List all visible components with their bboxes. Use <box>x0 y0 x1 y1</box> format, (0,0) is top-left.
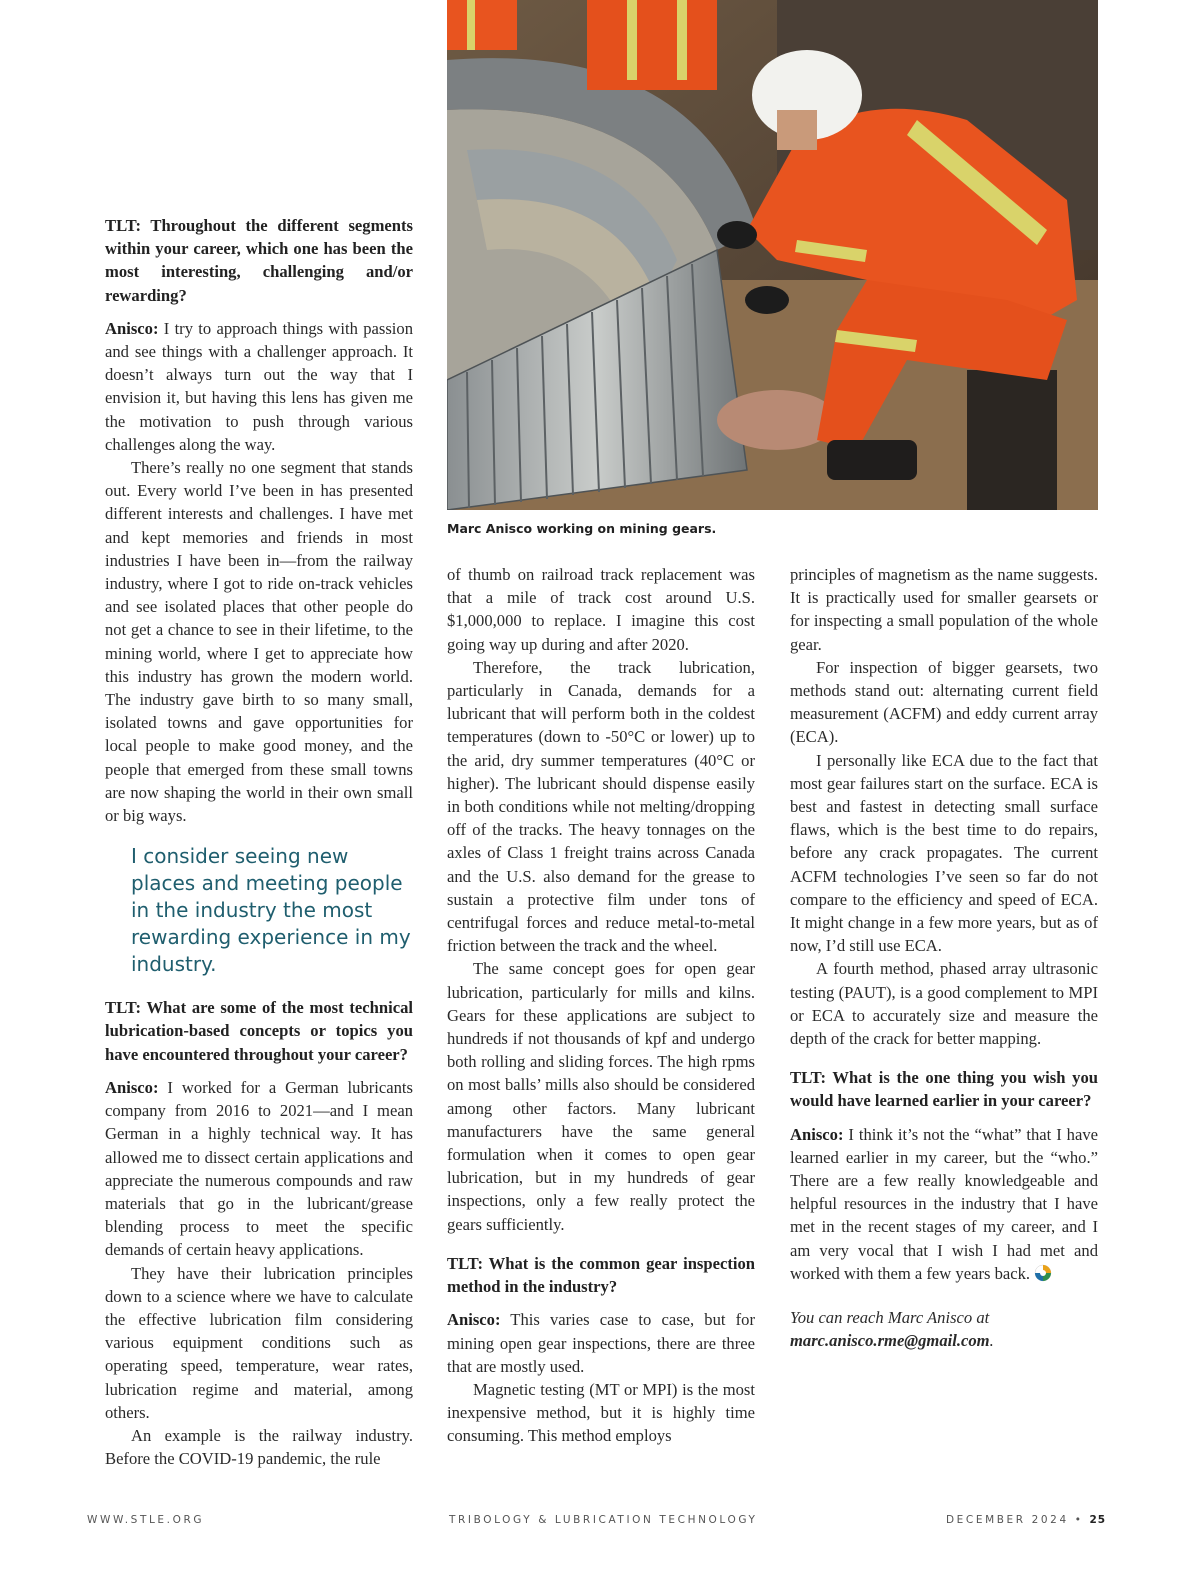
paragraph: Therefore, the track lubrication, particularly in Canada, demands for a lubricant that will perform both in the coldest temperatures (down to -50°C or lower) up to the arid, dry summer temperatures (40°C or higher). The lubricant should dispense easily in both conditions while not melting/dropping off of the tracks. The heavy tonnages on the axles of Class 1 freight trains across Canada and the U.S. also demand for the grease to sustain a protective film under tons of centrifugal forces and reduce metal-to-metal friction between the track and the wheel. <box>447 657 755 956</box>
answer-4 <box>790 1123 1098 1288</box>
answer-text: I worked for a German lubricants company from 2016 to 2021—and I mean German in a highly technical way. It has allowed me to dissect certain applications and appreciate the numerous compounds and raw materials that go in the lubricant/grease blending process to meet the specific demands of certain heavy applications. <box>105 1077 413 1260</box>
paragraph: They have their lubrication principles down to a science where we have to calculate the effective lubrication film considering various equipment conditions such as operating speed, temperature, wear rates, lubrication regime and material, among others. <box>105 1263 413 1422</box>
question-text: What is the one thing you wish you would have learned earlier in your career? <box>790 1068 1098 1111</box>
tlt-label: TLT: <box>790 1068 826 1088</box>
paragraph: The same concept goes for open gear lubrication, particularly for mills and kilns. Gears for these applications are subject to hundreds if not thousands of kpf and undergo both rolling and sliding forces. The high rpms on most balls’ mills also should be considered among other factors. Many lubricant manufacturers have the same general formulation when it comes to open gear lubrication, but in my hundreds of gear inspections, only a few really protect the gears sufficiently. <box>447 959 755 1234</box>
question-2 <box>105 996 413 1066</box>
stle-end-mark-icon <box>1034 1264 1052 1288</box>
photo-illustration <box>447 0 1098 510</box>
answer-text: I try to approach things with passion and see things with a challenger approach. It doesn’t always turn out the way that I envision it, but having this lens has given me the motivation to push through various challenges along the way. <box>105 318 413 454</box>
footer-publication: TRIBOLOGY & LUBRICATION TECHNOLOGY <box>449 1514 758 1526</box>
column-3 <box>790 563 1098 1353</box>
question-text: What is the common gear inspection method in the industry? <box>447 1253 755 1297</box>
column-1 <box>105 214 413 1470</box>
pull-quote: I consider seeing new places and meeting people in the industry the most rewarding experience in my industry. <box>131 844 411 977</box>
anisco-label: Anisco: <box>447 1310 501 1330</box>
footer-date: DECEMBER 2024 <box>946 1514 1069 1526</box>
contact-suffix: . <box>989 1331 994 1351</box>
mining-gear-photo <box>447 0 1098 510</box>
question-1 <box>105 214 413 307</box>
answer-1 <box>105 317 413 456</box>
paragraph: I personally like ECA due to the fact that most gear failures start on the surface. ECA is best and fastest in detecting small surface flaws, which is the best time to do repairs, before any crack propagates. The current ACFM technologies I’ve seen so far do not compare to the efficiency and speed of ECA. It might change in a few more years, but as of now, I’d still use ECA. <box>790 750 1098 956</box>
answer-text: This varies case to case, but for mining open gear inspections, there are three that are mostly used. <box>447 1310 755 1376</box>
contact-line <box>790 1306 1098 1352</box>
tlt-label: TLT: <box>105 216 141 235</box>
footer-separator: • <box>1074 1514 1084 1526</box>
answer-2 <box>105 1076 413 1262</box>
anisco-label: Anisco: <box>790 1124 844 1144</box>
paragraph: Magnetic testing (MT or MPI) is the most inexpensive method, but it is highly time consuming. This method employs <box>447 1379 755 1446</box>
footer-website[interactable]: WWW.STLE.ORG <box>87 1514 205 1526</box>
question-3 <box>447 1252 755 1298</box>
question-text: What are some of the most technical lubrication-based concepts or topics you have encountered throughout your career? <box>105 998 413 1064</box>
paragraph: An example is the railway industry. Before the COVID-19 pandemic, the rule <box>105 1425 413 1469</box>
page-number: 25 <box>1089 1514 1107 1526</box>
paragraph: principles of magnetism as the name suggests. It is practically used for smaller gearsets or for inspecting a small population of the whole gear. <box>790 565 1098 654</box>
tlt-label: TLT: <box>447 1253 483 1273</box>
anisco-label: Anisco: <box>105 1077 159 1097</box>
tlt-label: TLT: <box>105 998 141 1018</box>
answer-3 <box>447 1308 755 1378</box>
paragraph: There’s really no one segment that stands out. Every world I’ve been in has presented different interests and challenges. I have met and kept memories and friends in most industries I have been in—from the railway industry, where I got to ride on-track vehicles and see isolated places that other people do not get a chance to see in their lifetime, to the mining world, where I get to appreciate how this industry has grown the modern world. The industry gave birth to so many small, isolated towns and gave opportunities for local people to make good money, and the people that emerged from these small towns are now shaping the world in their own small or big ways. <box>105 458 413 826</box>
paragraph: For inspection of bigger gearsets, two methods stand out: alternating current field measurement (ACFM) and eddy current array (ECA). <box>790 657 1098 747</box>
contact-prefix: You can reach Marc Anisco at <box>790 1308 990 1328</box>
footer-date-page <box>946 1514 1106 1526</box>
question-4 <box>790 1066 1098 1112</box>
question-text: Throughout the different segments within your career, which one has been the most interesting, challenging and/or rewarding? <box>105 216 413 305</box>
photo-caption: Marc Anisco working on mining gears. <box>447 521 717 536</box>
paragraph: of thumb on railroad track replacement was that a mile of track cost around U.S. $1,000,000 to replace. I imagine this cost going way up during and after 2020. <box>447 565 755 654</box>
contact-email[interactable]: marc.anisco.rme@gmail.com <box>790 1331 990 1351</box>
paragraph: A fourth method, phased array ultrasonic testing (PAUT), is a good complement to MPI or ECA to accurately size and measure the depth of the crack for better mapping. <box>790 959 1098 1049</box>
answer-text: I think it’s not the “what” that I have learned earlier in my career, but the “who.” There are a few really knowledgeable and helpful resources in the industry that I have met in the recent stages of my career, and I am very vocal that I wish I had met and worked with them a few years back. <box>790 1124 1098 1283</box>
column-2 <box>447 563 755 1448</box>
anisco-label: Anisco: <box>105 318 159 338</box>
